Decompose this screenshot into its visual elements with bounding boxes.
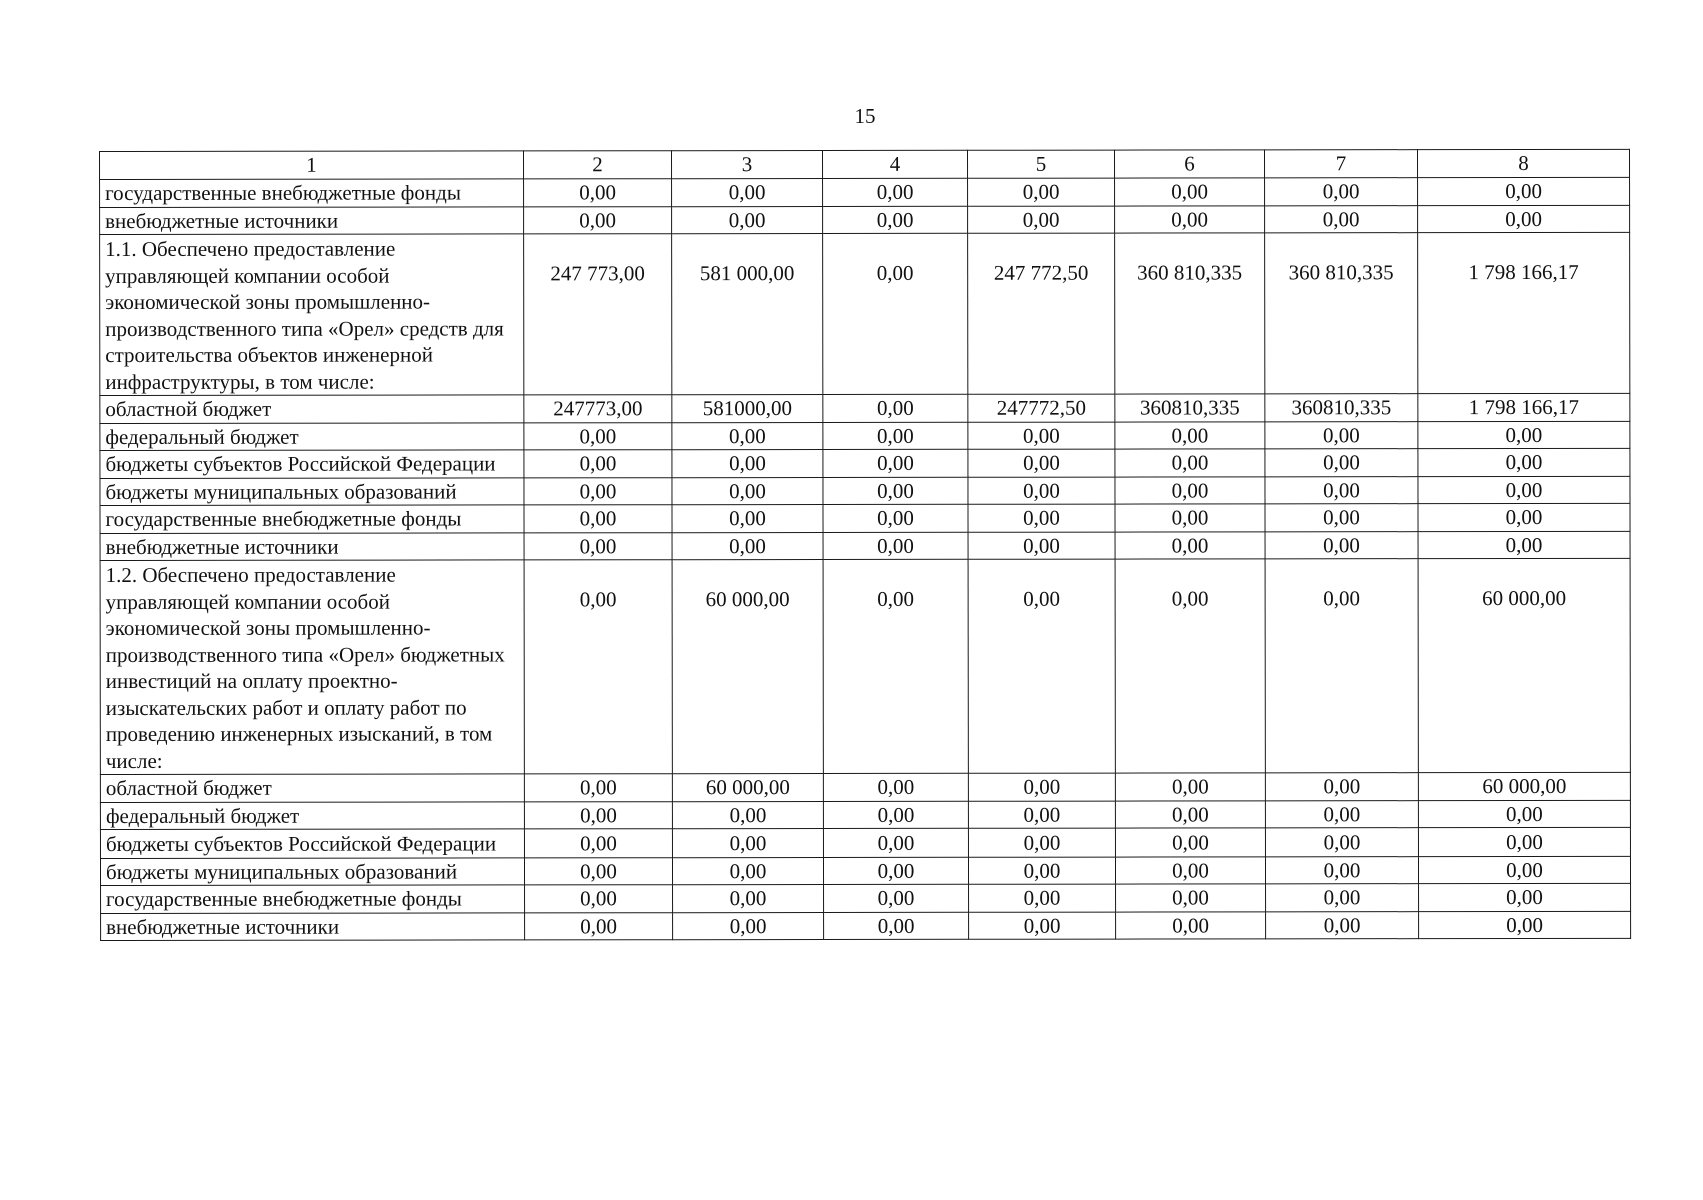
value-cell: 0,00 (968, 449, 1115, 477)
value-cell: 0,00 (1265, 856, 1418, 884)
value-cell: 0,00 (823, 477, 968, 505)
value-cell: 0,00 (823, 773, 968, 801)
value-cell: 0,00 (1418, 205, 1630, 233)
value-cell: 581 000,00 (672, 233, 823, 394)
value-cell: 0,00 (524, 774, 672, 802)
page-number: 15 (854, 104, 876, 128)
value-cell: 0,00 (968, 178, 1115, 206)
value-cell: 1 798 166,17 (1418, 393, 1630, 421)
value-cell: 0,00 (1418, 827, 1630, 856)
table-row (100, 772, 1630, 802)
value-cell: 0,00 (1265, 476, 1418, 504)
value-cell: 581000,00 (672, 394, 823, 422)
value-cell: 60 000,00 (672, 773, 823, 801)
row-label: внебюджетные источники (100, 532, 524, 560)
value-cell: 247773,00 (524, 395, 672, 423)
value-cell: 0,00 (1115, 504, 1265, 532)
row-label: государственные внебюджетные фонды (100, 505, 524, 533)
value-cell: 0,00 (525, 912, 673, 940)
value-cell: 0,00 (1115, 856, 1265, 884)
value-cell: 0,00 (524, 450, 672, 478)
table-row (100, 800, 1630, 830)
value-cell: 0,00 (672, 828, 823, 857)
value-cell: 60 000,00 (1418, 558, 1630, 772)
value-cell: 0,00 (1115, 773, 1265, 801)
value-cell: 0,00 (524, 206, 672, 234)
row-label: 1.1. Обеспечено предоставление управляющей компании особой экономической зоны промышленно-производственного типа «Орел» средств для строительства объектов инженерной инфраструктуры, в том числе: (100, 234, 524, 396)
value-cell: 0,00 (672, 477, 823, 505)
row-label: бюджеты субъектов Российской Федерации (100, 829, 524, 858)
row-label: бюджеты субъектов Российской Федерации (100, 450, 524, 478)
value-cell: 0,00 (1115, 559, 1265, 773)
value-cell: 0,00 (1418, 856, 1630, 884)
value-cell: 0,00 (1265, 449, 1418, 477)
value-cell: 0,00 (823, 394, 968, 422)
value-cell: 60 000,00 (1418, 772, 1630, 800)
value-cell: 0,00 (823, 178, 968, 206)
value-cell: 0,00 (1265, 559, 1418, 773)
value-cell: 0,00 (524, 477, 672, 505)
table-row (100, 205, 1630, 235)
value-cell: 0,00 (1265, 531, 1418, 559)
value-cell: 247772,50 (968, 394, 1115, 422)
value-cell: 0,00 (524, 560, 672, 774)
value-cell: 0,00 (672, 449, 823, 477)
value-cell: 0,00 (823, 801, 968, 829)
column-number-header: 4 (823, 150, 968, 178)
table-row-section-1-2 (100, 558, 1630, 774)
value-cell: 0,00 (968, 828, 1115, 857)
value-cell: 0,00 (823, 857, 968, 885)
budget-table-container (99, 149, 1631, 941)
value-cell: 0,00 (672, 532, 823, 560)
table-row (100, 177, 1630, 207)
table-row (100, 393, 1630, 423)
value-cell: 0,00 (524, 801, 672, 829)
row-label: государственные внебюджетные фонды (100, 179, 524, 207)
value-cell: 0,00 (823, 504, 968, 532)
column-number-header: 7 (1264, 150, 1417, 178)
value-cell: 0,00 (968, 559, 1115, 773)
value-cell: 0,00 (1116, 911, 1266, 939)
value-cell: 0,00 (672, 801, 823, 829)
table-header-row (100, 149, 1630, 179)
value-cell: 0,00 (1418, 448, 1630, 476)
value-cell: 0,00 (1265, 421, 1418, 449)
value-cell: 247 773,00 (524, 234, 672, 395)
value-cell: 360810,335 (1115, 394, 1265, 422)
value-cell: 0,00 (1265, 178, 1418, 206)
value-cell: 0,00 (1265, 828, 1418, 857)
value-cell: 0,00 (968, 422, 1115, 450)
row-label: бюджеты муниципальных образований (100, 477, 524, 505)
value-cell: 0,00 (968, 801, 1115, 829)
value-cell: 0,00 (524, 857, 672, 885)
value-cell: 247 772,50 (968, 233, 1115, 394)
budget-table (99, 149, 1631, 941)
row-label: областной бюджет (100, 774, 524, 802)
table-row (100, 856, 1630, 886)
value-cell: 0,00 (1418, 476, 1630, 504)
value-cell: 0,00 (823, 449, 968, 477)
value-cell: 0,00 (1266, 911, 1419, 939)
table-row (100, 503, 1630, 533)
value-cell: 0,00 (1115, 531, 1265, 559)
row-label: областной бюджет (100, 395, 524, 423)
value-cell: 360 810,335 (1115, 233, 1265, 394)
value-cell: 0,00 (823, 206, 968, 234)
value-cell: 0,00 (673, 884, 824, 912)
value-cell: 0,00 (1418, 421, 1630, 449)
value-cell: 0,00 (1115, 449, 1265, 477)
row-label: федеральный бюджет (100, 801, 524, 829)
value-cell: 0,00 (1418, 531, 1630, 559)
value-cell: 0,00 (1419, 911, 1631, 939)
value-cell: 0,00 (1115, 178, 1265, 206)
value-cell: 0,00 (672, 178, 823, 206)
value-cell: 0,00 (1115, 421, 1265, 449)
row-label: внебюджетные источники (101, 912, 525, 940)
row-label: 1.2. Обеспечено предоставление управляющей компании особой экономической зоны промышленно-производственного типа «Орел» бюджетных инвестиций на оплату проектно-изыскательских работ и оплату работ по проведению инженерных изысканий, в том числе: (100, 560, 524, 775)
value-cell: 0,00 (1266, 884, 1419, 912)
value-cell: 0,00 (1115, 800, 1265, 828)
table-row (100, 448, 1630, 478)
value-cell: 0,00 (1419, 883, 1631, 911)
value-cell: 0,00 (524, 532, 672, 560)
value-cell: 0,00 (969, 912, 1116, 940)
value-cell: 0,00 (1115, 828, 1265, 857)
value-cell: 0,00 (823, 828, 968, 857)
value-cell: 0,00 (969, 884, 1116, 912)
row-label: бюджеты муниципальных образований (100, 857, 524, 885)
value-cell: 0,00 (524, 829, 672, 858)
value-cell: 0,00 (672, 857, 823, 885)
value-cell: 0,00 (823, 559, 968, 773)
column-number-header: 2 (524, 151, 672, 179)
value-cell: 0,00 (1418, 503, 1630, 531)
table-row (101, 911, 1631, 941)
value-cell: 0,00 (824, 884, 969, 912)
value-cell: 360 810,335 (1265, 233, 1418, 394)
value-cell: 0,00 (1265, 504, 1418, 532)
value-cell: 0,00 (968, 773, 1115, 801)
table-row (100, 421, 1630, 451)
value-cell: 60 000,00 (672, 559, 823, 773)
value-cell: 0,00 (672, 422, 823, 450)
value-cell: 0,00 (823, 532, 968, 560)
column-number-header: 3 (672, 150, 823, 178)
value-cell: 0,00 (968, 857, 1115, 885)
table-row (100, 476, 1630, 506)
value-cell: 0,00 (823, 422, 968, 450)
value-cell: 0,00 (824, 912, 969, 940)
value-cell: 0,00 (1418, 177, 1630, 205)
value-cell: 0,00 (524, 422, 672, 450)
value-cell: 0,00 (823, 233, 968, 394)
column-number-header: 5 (967, 150, 1114, 178)
row-label: государственные внебюджетные фонды (101, 885, 525, 913)
value-cell: 0,00 (672, 504, 823, 532)
value-cell: 0,00 (672, 206, 823, 234)
value-cell: 0,00 (1115, 205, 1265, 233)
value-cell: 0,00 (525, 885, 673, 913)
value-cell: 0,00 (968, 206, 1115, 234)
value-cell: 0,00 (524, 179, 672, 207)
value-cell: 0,00 (673, 912, 824, 940)
value-cell: 0,00 (1265, 205, 1418, 233)
value-cell: 0,00 (1265, 773, 1418, 801)
table-row (101, 883, 1631, 913)
column-number-header: 8 (1417, 149, 1629, 177)
column-number-header: 6 (1114, 150, 1264, 178)
value-cell: 0,00 (968, 477, 1115, 505)
value-cell: 0,00 (968, 504, 1115, 532)
table-row-section-1-1 (100, 232, 1630, 395)
value-cell: 0,00 (1418, 800, 1630, 828)
value-cell: 0,00 (1116, 884, 1266, 912)
value-cell: 360810,335 (1265, 394, 1418, 422)
table-row (100, 827, 1630, 858)
value-cell: 1 798 166,17 (1418, 232, 1630, 393)
value-cell: 0,00 (1115, 476, 1265, 504)
value-cell: 0,00 (968, 532, 1115, 560)
value-cell: 0,00 (524, 505, 672, 533)
table-row (100, 531, 1630, 561)
value-cell: 0,00 (1265, 800, 1418, 828)
row-label: федеральный бюджет (100, 422, 524, 450)
row-label: внебюджетные источники (100, 206, 524, 234)
column-number-header: 1 (100, 151, 524, 180)
